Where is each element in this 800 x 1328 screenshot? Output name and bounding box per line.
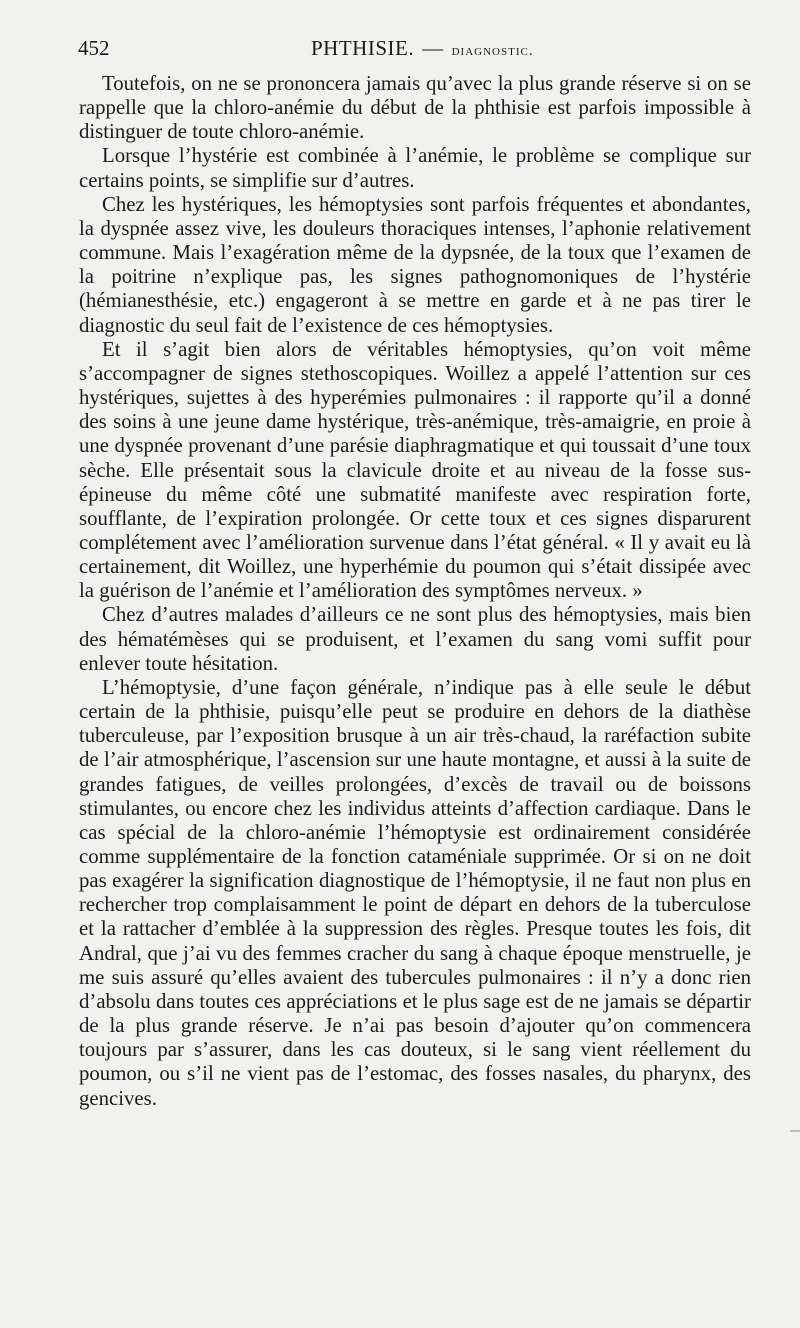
paragraph-6: L’hémoptysie, d’une façon générale, n’indique pas à elle seule le début certain de la phthisie, puisqu’elle peut se produire en dehors de la diathèse tuberculeuse, par l’exposition brusque à un air très-chaud, la raréfaction subite de l’air atmosphérique, l’ascension sur une haute montagne, et aussi à la suite de grandes fatigues, de veilles prolongées, d’excès de travail ou de boissons stimulantes, ou encore chez les individus atteints d’affection cardiaque. Dans le cas spécial de la chloro-anémie l’hémoptysie est ordinairement considérée comme supplémentaire de la fonction cataméniale supprimée. Or si on ne doit pas exagérer la signification diagnostique de l’hémoptysie, il ne faut non plus en rechercher trop complaisamment le point de départ en dehors de la tuberculose et la rattacher d’emblée à la suppression des règles. Presque toutes les fois, dit Andral, que j’ai vu des femmes cracher du sang à chaque époque menstruelle, je me suis assuré qu’elles avaient des tubercules pulmonaires : il n’y a donc rien d’absolu dans toutes ces appréciations et le plus sage est de ne jamais se départir de la plus grande réserve. Je n’ai pas besoin d’ajouter qu’on commencera toujours par s’assurer, dans les cas douteux, si le sang vient réellement du poumon, ou s’il ne vient pas de l’estomac, des fosses nasales, du pharynx, des gencives. [79,675,751,1110]
paragraph-4: Et il s’agit bien alors de véritables hémoptysies, qu’on voit même s’accompagner de signes stethoscopiques. Woillez a appelé l’attention sur ces hystériques, sujettes à des hyperémies pulmonaires : il rapporte qu’il a donné des soins à une jeune dame hystérique, très-anémique, très-amaigrie, en proie à une dyspnée provenant d’une parésie diaphragmatique et qui toussait d’une toux sèche. Elle présentait sous la clavicule droite et au niveau de la fosse sus-épineuse du même côté une submatité manifeste avec respiration forte, soufflante, de l’expiration prolongée. Or cette toux et ces signes disparurent complétement avec l’amélioration survenue dans l’état général. « Il y avait eu là certainement, dit Woillez, une hyperhémie du poumon qui s’était dissipée avec la guérison de l’anémie et l’amélioration des symptômes nerveux. » [79,337,751,603]
running-header [78,36,768,66]
section-subtitle: diagnostic. [451,43,534,59]
chapter-title: PHTHISIE. [311,36,415,60]
page-number: 452 [78,36,110,60]
running-title [311,36,534,61]
paragraph-1: Toutefois, on ne se prononcera jamais qu’avec la plus grande réserve si on se rappelle que la chloro-anémie du début de la phthisie est parfois impossible à distinguer de toute chloro-anémie. [79,72,751,144]
title-separator: — [422,36,444,60]
body-text [79,72,751,1111]
scan-edge-mark [790,1130,800,1132]
paragraph-3: Chez les hystériques, les hémoptysies sont parfois fréquentes et abondantes, la dyspnée assez vive, les douleurs thoraciques intenses, l’aphonie relativement commune. Mais l’exagération même de la dypsnée, de la toux que l’examen de la poitrine n’explique pas, les signes pathognomoniques de l’hystérie (hémianesthésie, etc.) engageront à se mettre en garde et à ne pas tirer le diagnostic du seul fait de l’existence de ces hémoptysies. [79,192,751,337]
paragraph-5: Chez d’autres malades d’ailleurs ce ne sont plus des hémoptysies, mais bien des hématémèses qui se produisent, et l’examen du sang vomi suffit pour enlever toute hésitation. [79,603,751,675]
paragraph-2: Lorsque l’hystérie est combinée à l’anémie, le problème se complique sur certains points, se simplifie sur d’autres. [79,144,751,192]
